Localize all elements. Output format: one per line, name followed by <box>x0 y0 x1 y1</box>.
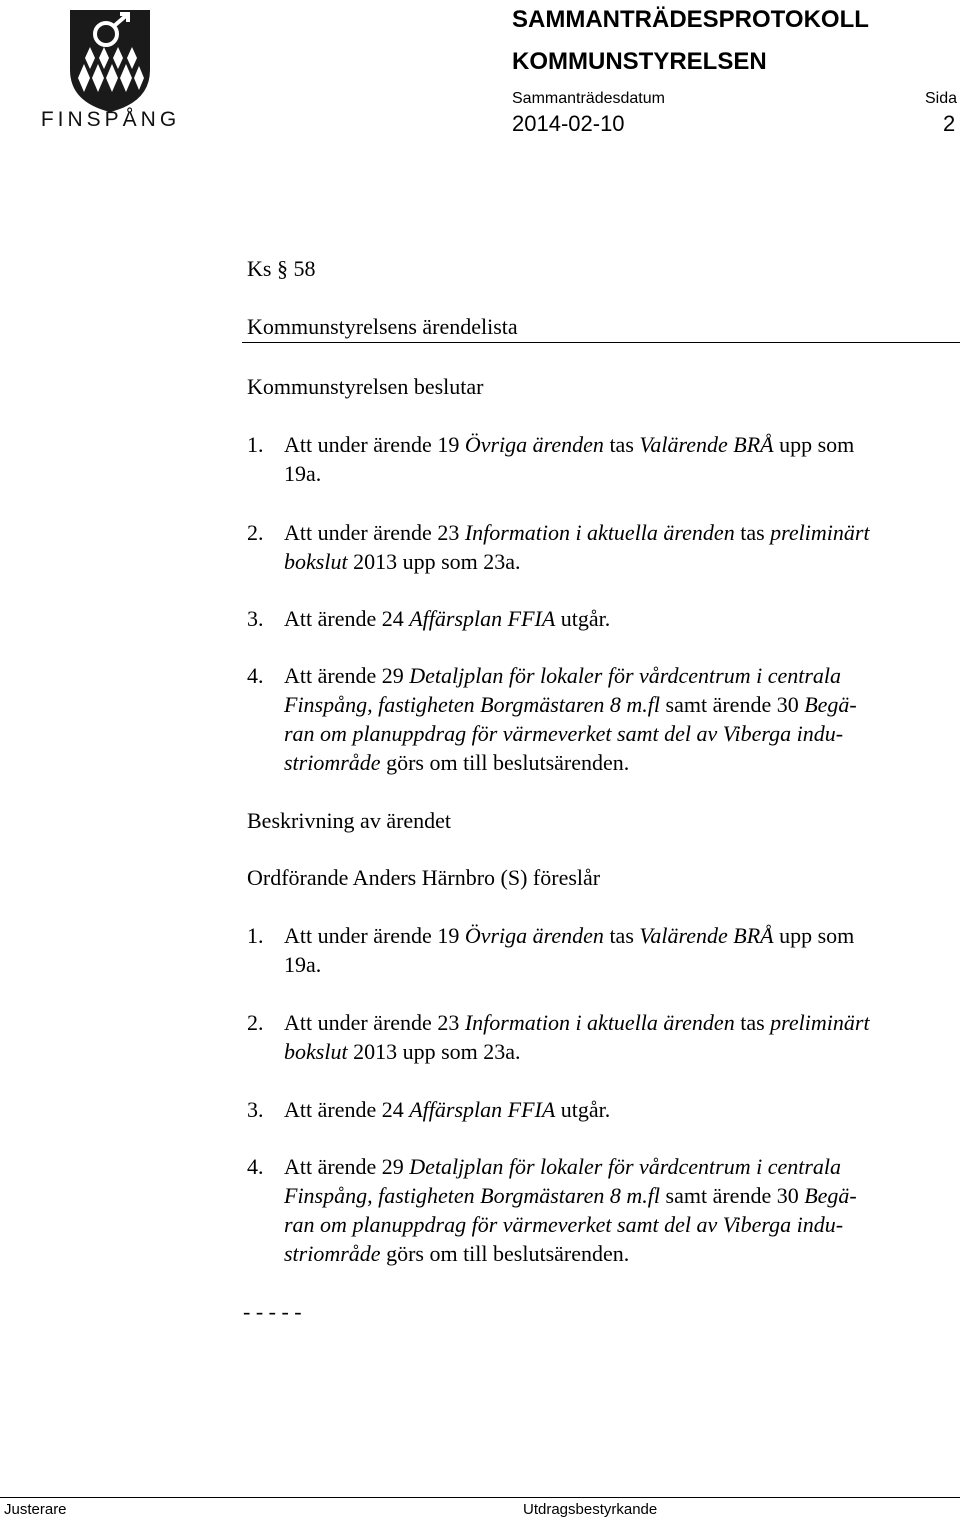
end-marker: - - - - - <box>243 1299 302 1324</box>
page-label: Sida <box>925 90 958 107</box>
section-heading: Kommunstyrelsens ärendelista <box>247 314 518 339</box>
description-heading: Beskrivning av ärendet <box>247 808 452 833</box>
footer-justerare: Justerare <box>4 1501 67 1518</box>
meeting-date: 2014-02-10 <box>512 111 625 136</box>
heading-divider <box>242 342 960 343</box>
meeting-date-label: Sammanträdesdatum <box>512 90 665 107</box>
logo-wordmark: FINSPÅNG <box>40 108 181 131</box>
proposer-line: Ordförande Anders Härnbro (S) föreslår <box>247 865 601 890</box>
footer-divider <box>0 1497 960 1498</box>
footer-utdragsbestyrkande: Utdragsbestyrkande <box>523 1501 658 1518</box>
paragraph-number: Ks § 58 <box>247 256 316 281</box>
document-title: SAMMANTRÄDESPROTOKOLL <box>512 6 869 33</box>
page-number: 2 <box>943 111 956 136</box>
organization-name: KOMMUNSTYRELSEN <box>512 48 767 75</box>
decision-heading: Kommunstyrelsen beslutar <box>247 374 484 399</box>
